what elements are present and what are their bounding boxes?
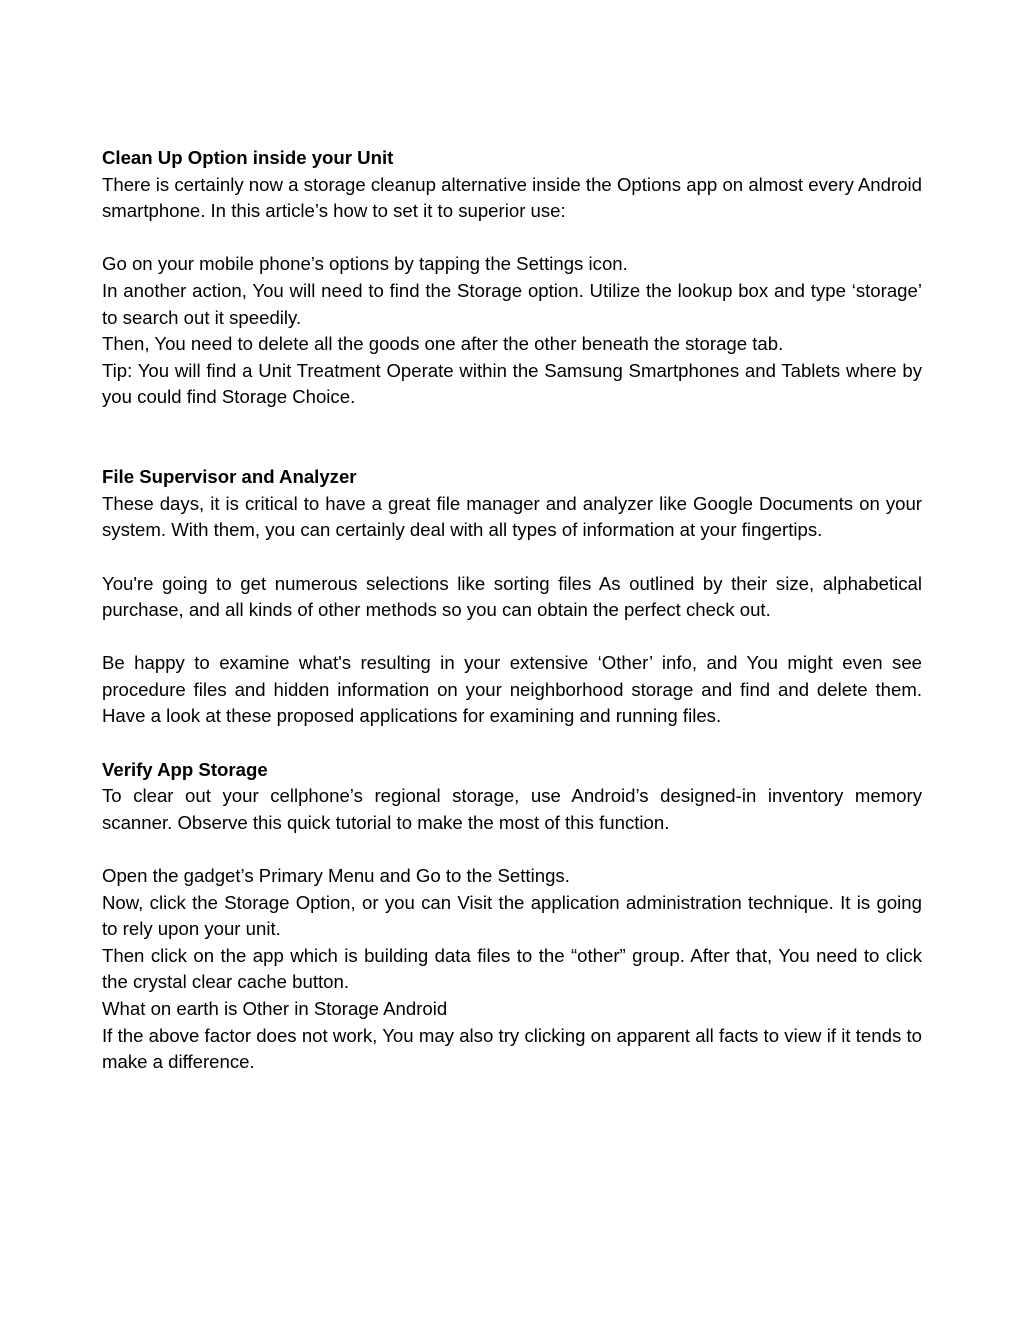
step-item: In another action, You will need to find the Storage option. Utilize the lookup box and type ‘storage’ to search out it speedily. — [102, 279, 922, 328]
step-item: Open the gadget’s Primary Menu and Go to the Settings. — [102, 865, 570, 887]
paragraph-spacer — [102, 624, 922, 651]
document-page — [102, 145, 922, 1076]
step-item: Then click on the app which is building data files to the “other” group. After that, You need to click the crystal clear cache button. — [102, 944, 922, 993]
paragraph-spacer — [102, 411, 922, 438]
section-heading-verify-app-storage: Verify App Storage — [102, 758, 268, 780]
body-paragraph: These days, it is critical to have a great file manager and analyzer like Google Documents on your system. With them, you can certainly deal with all types of information at your fingertips. — [102, 492, 922, 541]
paragraph-spacer — [102, 438, 922, 465]
section-intro-clean-up: There is certainly now a storage cleanup alternative inside the Options app on almost every Android smartphone. In this article’s how to set it to superior use: — [102, 173, 922, 222]
step-item: Now, click the Storage Option, or you can Visit the application administration technique. It is going to rely upon your unit. — [102, 891, 922, 940]
section-intro-verify-app-storage: To clear out your cellphone’s regional storage, use Android’s designed-in inventory memory scanner. Observe this quick tutorial to make the most of this function. — [102, 785, 922, 833]
paragraph-spacer — [102, 730, 922, 757]
tip-item: Tip: You will find a Unit Treatment Operate within the Samsung Smartphones and Tablets where by you could find Storage Choice. — [102, 359, 922, 408]
step-item: Then, You need to delete all the goods one after the other beneath the storage tab. — [102, 333, 784, 355]
body-paragraph: You're going to get numerous selections like sorting files As outlined by their size, alphabetical purchase, and all kinds of other methods so you can obtain the perfect check out. — [102, 572, 922, 621]
step-item: What on earth is Other in Storage Android — [102, 998, 448, 1019]
paragraph-spacer — [102, 544, 922, 571]
body-paragraph: Be happy to examine what's resulting in your extensive ‘Other’ info, and You might even see procedure files and hidden information on your neighborhood storage and find and delete them. Have a look at these proposed applications for examining and running files. — [102, 652, 922, 727]
step-item: If the above factor does not work, You may also try clicking on apparent all facts to view if it tends to make a difference. — [102, 1024, 922, 1073]
paragraph-spacer — [102, 225, 922, 252]
paragraph-spacer — [102, 836, 922, 863]
section-heading-file-supervisor: File Supervisor and Analyzer — [102, 466, 357, 488]
section-heading-clean-up: Clean Up Option inside your Unit — [102, 147, 394, 168]
step-item: Go on your mobile phone’s options by tapping the Settings icon. — [102, 253, 628, 275]
